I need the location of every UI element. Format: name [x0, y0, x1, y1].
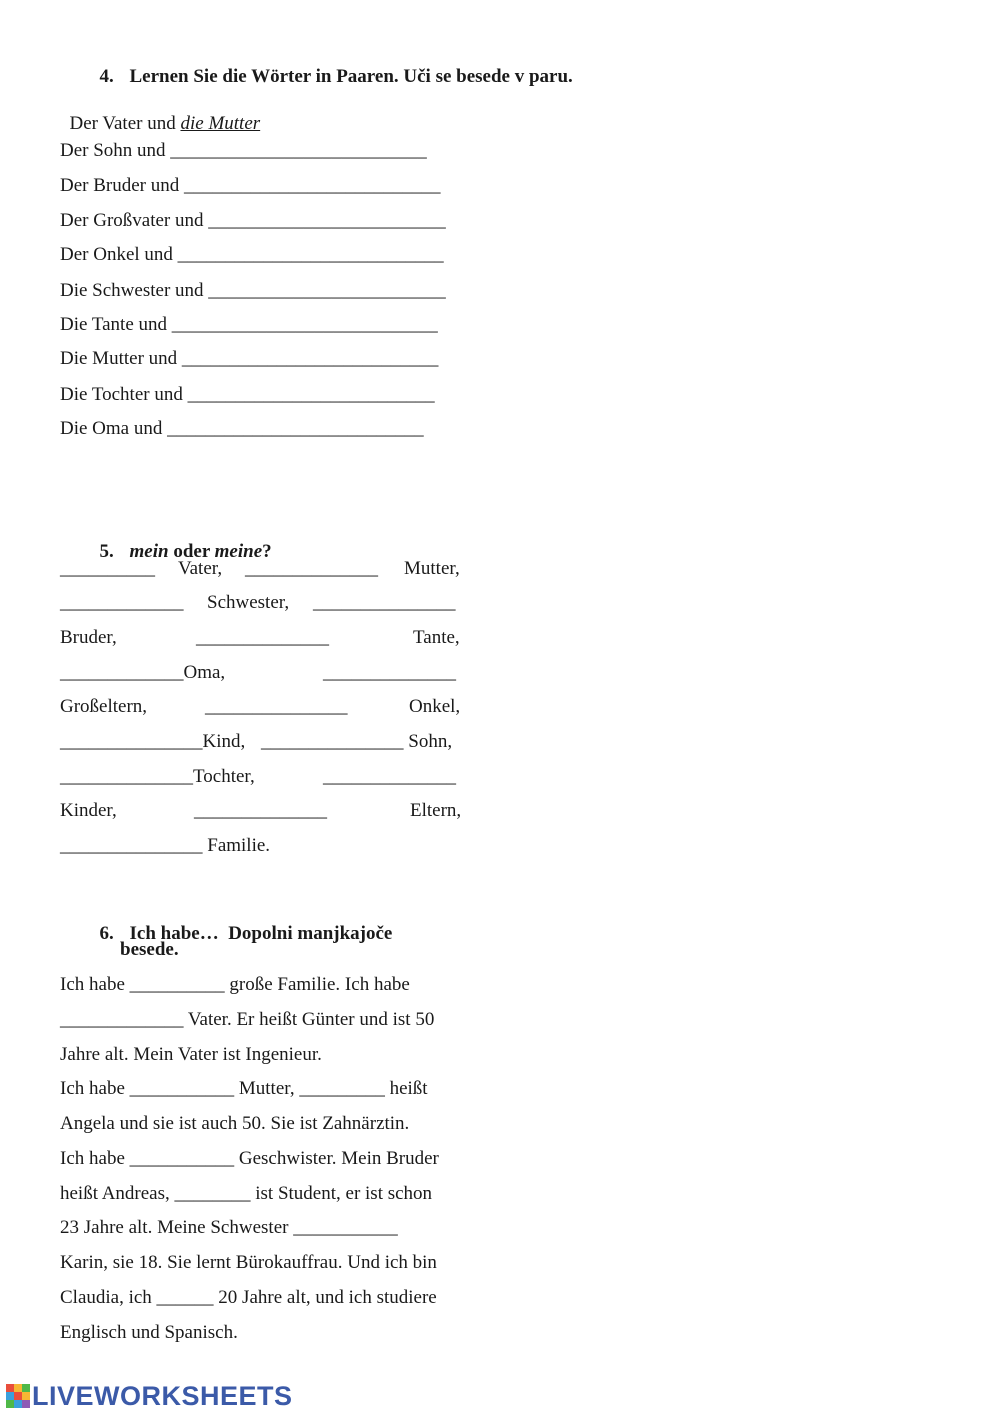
text-line: Jahre alt. Mein Vater ist Ingenieur. — [60, 1044, 322, 1065]
text-line: Ich habe ___________ Mutter, _________ heißt — [60, 1078, 428, 1099]
text-line: 23 Jahre alt. Meine Schwester ___________ — [60, 1217, 398, 1238]
blank-cell: _______________ Sohn, — [261, 731, 453, 752]
text-line: Angela und sie ist auch 50. Sie ist Zahnärztin. — [60, 1113, 410, 1134]
blank-cell: _______________ — [313, 592, 456, 613]
section-6-title-line2: besede. — [120, 939, 179, 960]
blank-cell: ______________ — [323, 662, 456, 683]
blank-cell: ______________ — [194, 800, 327, 821]
section-6-title-line1: Ich habe… Dopolni manjkajoče — [129, 923, 393, 944]
text-line: Claudia, ich ______ 20 Jahre alt, und ich studiere — [60, 1287, 437, 1308]
section-5-mid: oder — [168, 541, 215, 562]
blank-cell: ______________ — [245, 558, 378, 579]
word-cell: Kinder, — [60, 800, 117, 821]
example-prefix: Der Vater und — [69, 113, 181, 134]
blank-cell: _____________Oma, — [60, 662, 226, 683]
section-4-number: 4. — [99, 66, 114, 87]
blank-cell: _____________ — [60, 592, 184, 613]
example-answer: die Mutter — [180, 113, 261, 134]
section-6-heading — [90, 905, 392, 943]
pair-line: Die Tante und ____________________________ — [60, 314, 438, 335]
text-line: Englisch und Spanisch. — [60, 1322, 238, 1343]
word-cell: Tante, — [413, 627, 460, 648]
text-line: Karin, sie 18. Sie lernt Bürokauffrau. Und ich bin — [60, 1252, 437, 1273]
section-4-example — [60, 95, 260, 133]
pair-line: Die Mutter und ___________________________ — [60, 348, 439, 369]
liveworksheets-logo[interactable] — [6, 1382, 293, 1410]
section-5-word2: meine — [214, 541, 263, 562]
section-5-word1: mein — [129, 541, 169, 562]
blank-cell: ______________ — [323, 766, 456, 787]
text-line: heißt Andreas, ________ ist Student, er ist schon — [60, 1183, 433, 1204]
section-6-number: 6. — [99, 923, 114, 944]
blank-cell: ______________ — [196, 627, 329, 648]
word-cell: Onkel, — [409, 696, 461, 717]
pair-line: Der Großvater und _________________________ — [60, 210, 446, 231]
section-5-number: 5. — [99, 541, 114, 562]
logo-blocks-icon — [6, 1384, 30, 1408]
section-5-end: ? — [262, 541, 272, 562]
word-cell: Großeltern, — [60, 696, 148, 717]
blank-cell: ______________Tochter, — [60, 766, 255, 787]
pair-line: Die Oma und ___________________________ — [60, 418, 424, 439]
blank-cell: _______________ — [205, 696, 348, 717]
pair-line: Der Sohn und ___________________________ — [60, 140, 427, 161]
section-5-heading — [90, 523, 272, 561]
blank-cell: __________ — [60, 558, 155, 579]
section-4-title: Lernen Sie die Wörter in Paaren. Uči se besede v paru. — [129, 66, 573, 87]
word-cell: Eltern, — [410, 800, 462, 821]
logo-text: LIVEWORKSHEETS — [32, 1380, 293, 1411]
text-line: Ich habe __________ große Familie. Ich habe — [60, 974, 410, 995]
word-cell: Bruder, — [60, 627, 117, 648]
section-4-heading — [90, 48, 573, 86]
word-cell: Vater, — [178, 558, 223, 579]
pair-line: Der Bruder und ___________________________ — [60, 175, 441, 196]
word-cell: Mutter, — [404, 558, 460, 579]
pair-line: Die Schwester und _________________________ — [60, 280, 446, 301]
text-line: Ich habe ___________ Geschwister. Mein Bruder — [60, 1148, 439, 1169]
word-cell: Schwester, — [207, 592, 290, 613]
text-line: _____________ Vater. Er heißt Günter und ist 50 — [60, 1009, 435, 1030]
blank-cell: _______________Kind, — [60, 731, 246, 752]
pair-line: Die Tochter und __________________________ — [60, 384, 435, 405]
pair-line: Der Onkel und ____________________________ — [60, 244, 444, 265]
blank-cell: _______________ Familie. — [60, 835, 271, 856]
